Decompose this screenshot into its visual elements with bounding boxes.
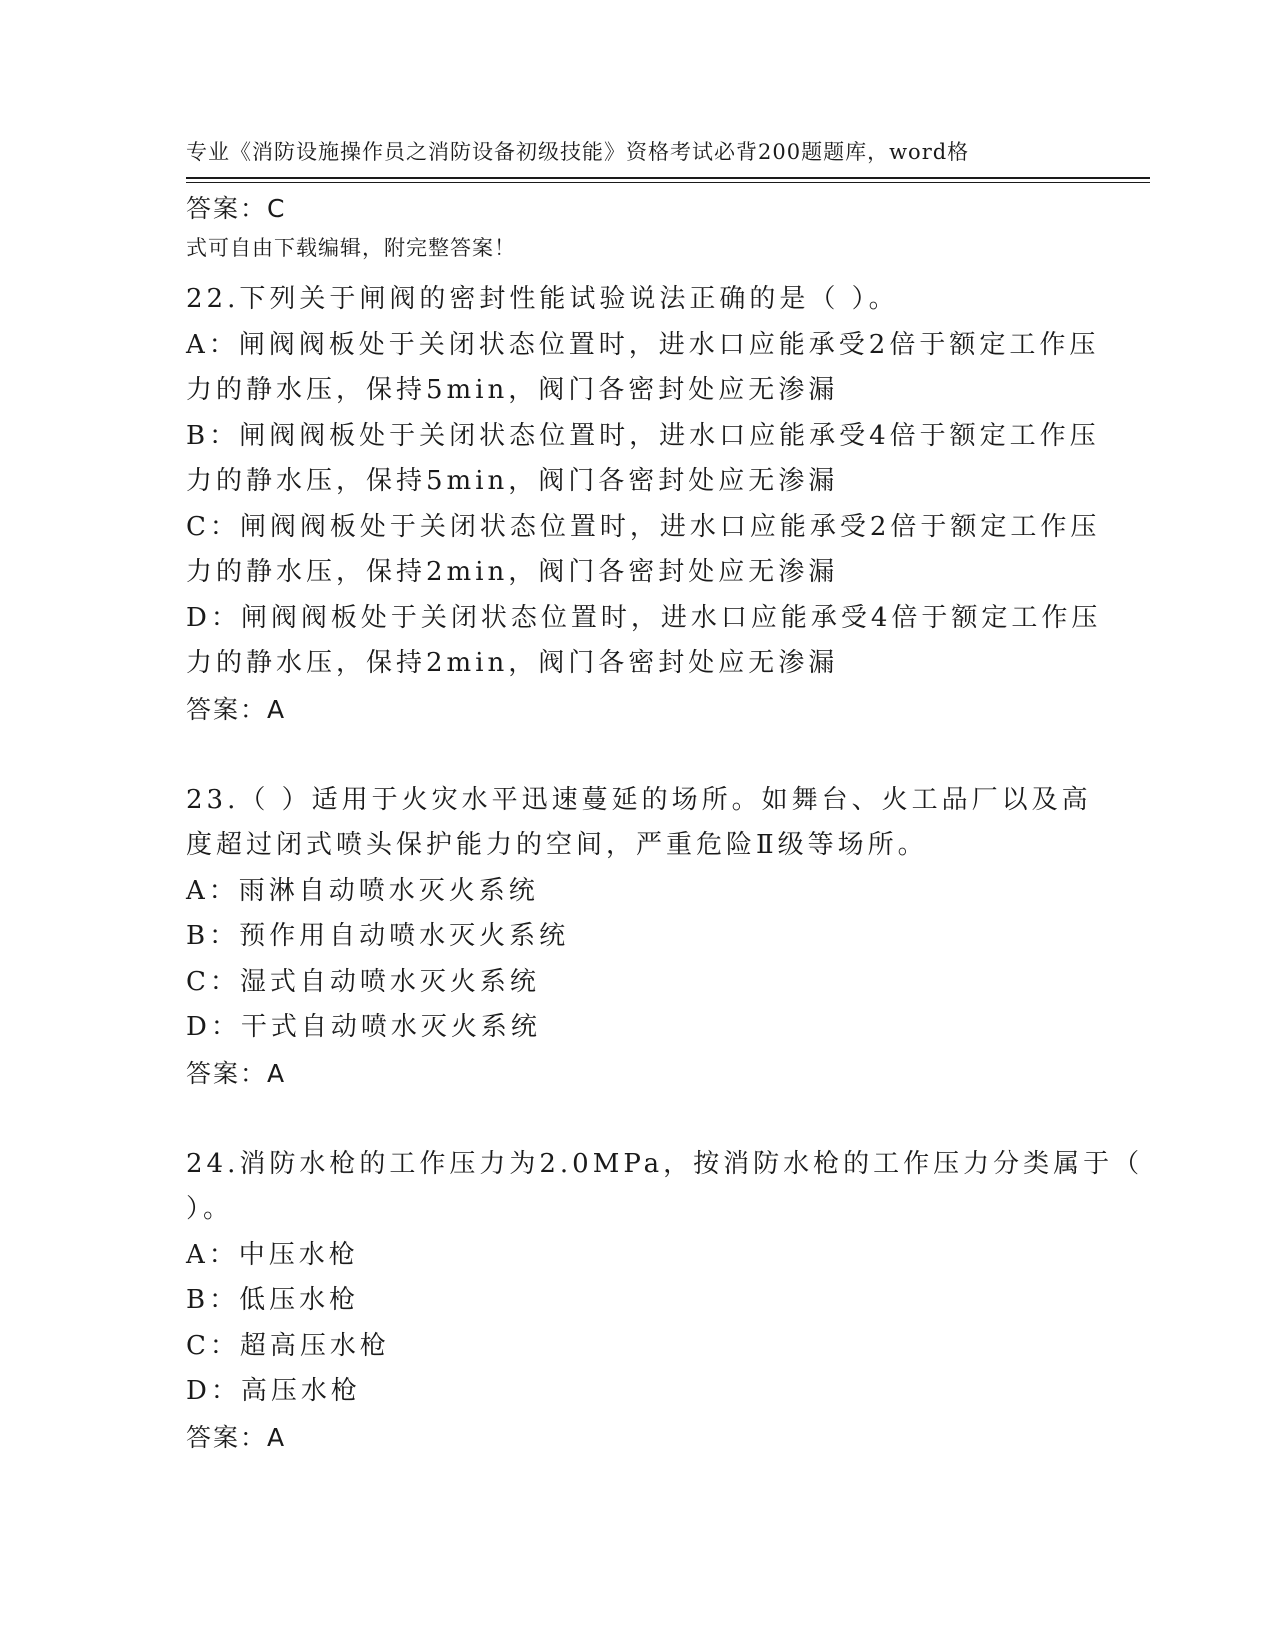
question-block (186, 1142, 1144, 1461)
question-line: C：闸阀阀板处于关闭状态位置时，进水口应能承受2倍于额定工作压 (186, 511, 1101, 542)
question-line: D：高压水枪 (186, 1376, 361, 1406)
block-spacer (186, 1096, 1086, 1142)
answer-line: 答案：A (186, 694, 287, 724)
question-line: B：闸阀阀板处于关闭状态位置时，进水口应能承受4倍于额定工作压 (186, 420, 1100, 451)
question-block (186, 277, 1102, 732)
question-line: ）。 (186, 1194, 234, 1224)
question-line: B：低压水枪 (186, 1285, 360, 1315)
answer-line: 答案：A (186, 1058, 287, 1088)
header-line-2: 式可自由下载编辑，附完整答案！ (186, 236, 516, 260)
question-stem: 22.下列关于闸阀的密封性能试验说法正确的是（ ）。 (186, 284, 899, 314)
question-stem: 23.（ ）适用于火灾水平迅速蔓延的场所。如舞台、火工品厂以及高 (186, 784, 1092, 815)
header-line-1: 专业《消防设施操作员之消防设备初级技能》资格考试必背200题题库，word格 (186, 140, 970, 164)
question-line: A：闸阀阀板处于关闭状态位置时，进水口应能承受2倍于额定工作压 (186, 329, 1100, 360)
question-stem: 24.消防水枪的工作压力为2.0MPa，按消防水枪的工作压力分类属于（ (186, 1148, 1144, 1179)
question-line: 力的静水压，保持2min，阀门各密封处应无渗漏 (186, 557, 839, 587)
question-line: 度超过闭式喷头保护能力的空间，严重危险Ⅱ级等场所。 (186, 830, 928, 860)
question-line: A：中压水枪 (186, 1239, 359, 1270)
question-block (186, 186, 1086, 232)
question-line: D：闸阀阀板处于关闭状态位置时，进水口应能承受4倍于额定工作压 (186, 602, 1102, 633)
question-line: B：预作用自动喷水灭火系统 (186, 921, 570, 951)
question-line: D：干式自动喷水灭火系统 (186, 1012, 541, 1042)
question-block (186, 778, 1092, 1097)
header-rule-thin (186, 182, 1150, 183)
question-line: A：雨淋自动喷水灭火系统 (186, 875, 539, 906)
question-line: 力的静水压，保持5min，阀门各密封处应无渗漏 (186, 375, 839, 405)
question-line: C：湿式自动喷水灭火系统 (186, 966, 540, 997)
header-rule-thick (186, 177, 1150, 179)
block-spacer (186, 232, 1086, 278)
question-line: C：超高压水枪 (186, 1330, 390, 1361)
question-line: 力的静水压，保持5min，阀门各密封处应无渗漏 (186, 466, 839, 496)
question-line: 力的静水压，保持2min，阀门各密封处应无渗漏 (186, 648, 839, 678)
answer-line: 答案：A (186, 1422, 287, 1452)
question-list (186, 186, 1144, 1460)
block-spacer (186, 732, 1086, 778)
answer-line: 答案：C (186, 194, 287, 223)
